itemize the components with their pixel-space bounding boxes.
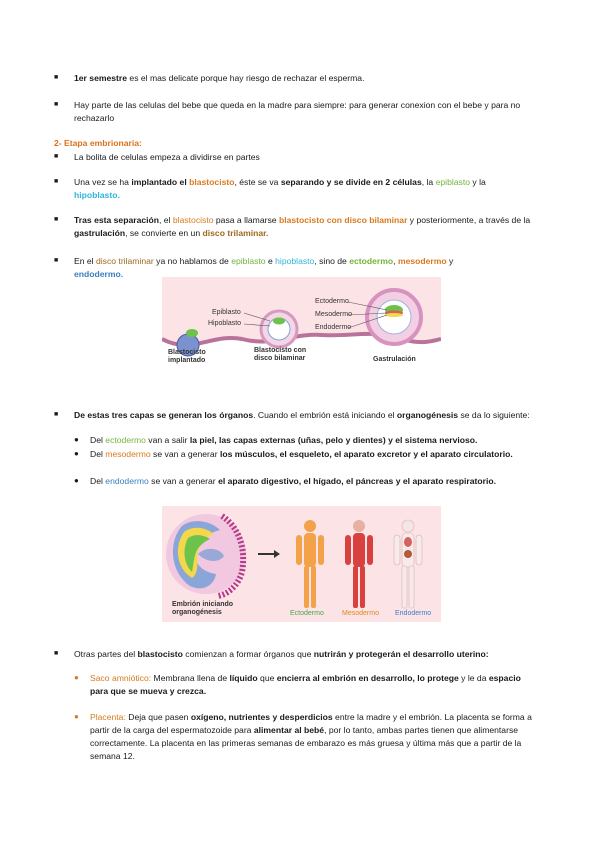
label-epiblasto: Epiblasto [212,309,241,316]
bullet-marker: ■ [54,178,59,185]
bullet-dot: ● [74,476,79,485]
label-endodermo: Endodermo [315,324,352,331]
sub-amniotic-sac: Saco amniótico: Membrana llena de líquido que encierra al embrión en desarrollo, lo protege y le da espacio para que se mueva y crezca. [90,673,521,696]
caption-gastrulation: Gastrulación [373,356,416,363]
bullet-dot: ● [74,673,79,682]
bullet-dot: ● [74,712,79,721]
sub-placenta: Placenta: Deja que pasen oxígeno, nutrientes y desperdicios entre la madre y el embrión. La placenta se forma a partir de la carga del espermatozoide para alimentar al bebé, por lo tanto, ambas partes tienen que alimentarse correctamente. La placenta en las primeras semanas de embarazo es más gruesa y última más que a partir de la semana 12. [90,712,532,761]
label-ectodermo: Ectodermo [315,298,349,305]
label-hipoblasto: Hipoblasto [208,320,242,327]
caption-embryo: Embrión iniciando organogénesis [172,601,234,616]
sub-ectodermo: Del ectodermo van a salir la piel, las capas externas (uñas, pelo y dientes) y el sistema nervioso. [90,435,478,445]
bullet-dot: ● [74,435,79,444]
label-mesodermo: Mesodermo [315,311,352,318]
paragraph-trilaminar: En el disco trilaminar ya no hablamos de epiblasto e hipoblasto, sino de ectodermo, mesodermo y endodermo. [74,256,454,279]
label-fig2-endodermo: Endodermo [395,610,432,617]
bullet-marker: ■ [54,101,59,108]
caption-bilaminar: Blastocisto con disco bilaminar [254,347,307,362]
sub-endodermo: Del endodermo se van a generar el aparato digestivo, el hígado, el páncreas y el aparato respiratorio. [90,476,497,486]
paragraph-other-parts: Otras partes del blastocisto comienzan a formar órganos que nutrirán y protegerán el desarrollo uterino: [74,649,489,659]
figure-organogenesis [162,506,441,622]
bullet-marker: ■ [54,74,59,81]
label-fig2-ectodermo: Ectodermo [290,610,324,617]
paragraph-implantation: Una vez se ha implantado el blastocisto, éste se va separando y se divide en 2 células, la epiblasto y la hipoblasto. [74,177,486,200]
caption-implanted: Blastocisto implantado [168,349,206,364]
bullet-marker: ■ [54,216,59,223]
label-fig2-mesodermo: Mesodermo [342,610,379,617]
paragraph-organs: De estas tres capas se generan los órganos. Cuando el embrión está iniciando el organogénesis se da lo siguiente: [74,410,530,420]
bullet-dot: ● [74,449,79,458]
bullet-marker: ■ [54,257,59,264]
sub-mesodermo: Del mesodermo se van a generar los músculos, el esqueleto, el aparato excretor y el aparato circulatorio. [90,449,513,459]
figure-blastocyst-stages [162,277,441,369]
paragraph-cell-ball: La bolita de celulas empeza a dividirse en partes [74,152,260,162]
paragraph-cells-mother: Hay parte de las celulas del bebe que queda en la madre para siempre: para generar conexion con el bebe y para no rechazarlo [74,100,521,123]
bullet-marker: ■ [54,153,59,160]
paragraph-separation: Tras esta separación, el blastocisto pasa a llamarse blastocisto con disco bilaminar y posteriormente, a través de la gastrulación, se convierte en un disco trilaminar. [74,215,531,238]
section-heading: 2- Etapa embrionaria: [54,138,142,148]
bullet-marker: ■ [54,650,59,657]
paragraph-first-semester: 1er semestre es el mas delicate porque hay riesgo de rechazar el esperma. [74,73,365,83]
bullet-marker: ■ [54,411,59,418]
